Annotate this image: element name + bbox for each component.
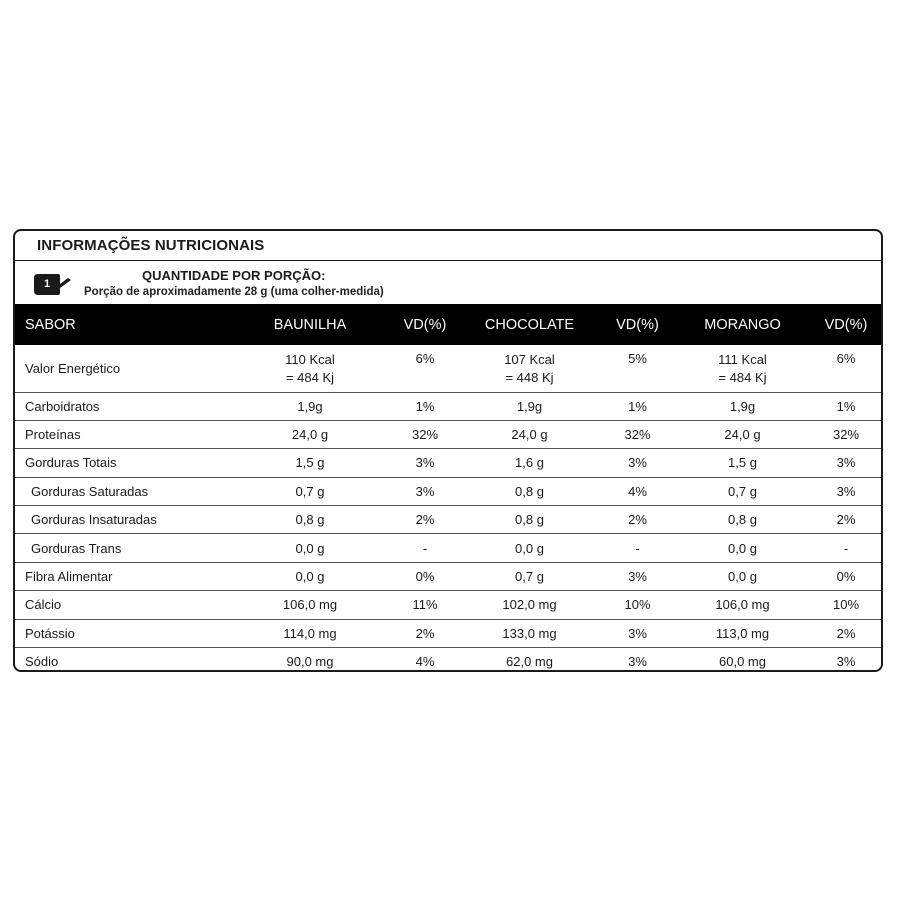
table-row [15,449,881,477]
daily-value-cell: 6% [836,351,856,366]
daily-value-cell: 2% [601,506,674,534]
daily-value-cell: 3% [601,619,674,647]
daily-value-cell: 4% [392,648,458,672]
amount-cell: 114,0 mg [228,619,392,647]
serving-description: Porção de aproximadamente 28 g (uma colher-medida) [84,286,384,298]
amount-cell: 107 Kcal = 448 Kj [504,352,555,385]
nutrient-label: Gorduras Totais [15,449,228,477]
daily-value-cell: 32% [601,420,674,448]
table-row [15,619,881,647]
serving-info [15,261,881,304]
panel-title: INFORMAÇÕES NUTRICIONAIS [37,237,265,254]
title-bar [15,231,881,261]
table-row [15,345,881,392]
column-header: SABOR [25,316,76,333]
amount-cell: 106,0 mg [228,591,392,619]
column-header: MORANGO [704,316,781,333]
amount-cell: 90,0 mg [228,648,392,672]
amount-cell: 0,0 g [228,534,392,562]
amount-cell: 111 Kcal = 484 Kj [718,352,767,385]
amount-cell: 0,8 g [458,506,601,534]
amount-cell: 1,6 g [458,449,601,477]
daily-value-cell: 6% [415,351,435,366]
nutrient-label: Valor Energético [25,360,121,376]
amount-cell: 24,0 g [228,420,392,448]
daily-value-cell: 3% [601,449,674,477]
nutrient-label: Gorduras Insaturadas [15,506,228,534]
nutrient-label: Fibra Alimentar [15,562,228,590]
amount-cell: 106,0 mg [674,591,811,619]
amount-cell: 0,8 g [228,506,392,534]
nutrient-label: Cálcio [15,591,228,619]
table-row [15,477,881,505]
amount-cell: 0,0 g [674,534,811,562]
amount-cell: 1,5 g [228,449,392,477]
daily-value-cell: 1% [392,392,458,420]
amount-cell: 0,0 g [674,562,811,590]
column-header: VD(%) [616,316,659,333]
daily-value-cell: - [392,534,458,562]
daily-value-cell: 3% [811,477,881,505]
nutrition-table [15,304,881,672]
amount-cell: 62,0 mg [458,648,601,672]
daily-value-cell: 10% [811,591,881,619]
serving-title: QUANTIDADE POR PORÇÃO: [142,268,326,283]
daily-value-cell: - [811,534,881,562]
daily-value-cell: 3% [811,648,881,672]
daily-value-cell: 32% [811,420,881,448]
table-row [15,534,881,562]
amount-cell: 0,0 g [228,562,392,590]
daily-value-cell: 2% [392,619,458,647]
daily-value-cell: 5% [628,351,647,366]
daily-value-cell: 0% [392,562,458,590]
column-header: CHOCOLATE [484,316,575,333]
amount-cell: 1,5 g [674,449,811,477]
scoop-number: 1 [43,278,51,290]
amount-cell: 0,0 g [458,534,601,562]
daily-value-cell: 10% [601,591,674,619]
daily-value-cell: 2% [392,506,458,534]
amount-cell: 0,7 g [458,562,601,590]
nutrient-label: Carboidratos [15,392,228,420]
daily-value-cell: 3% [811,449,881,477]
table-row [15,392,881,420]
nutrient-label: Sódio [15,648,228,672]
amount-cell: 24,0 g [458,420,601,448]
amount-cell: 24,0 g [674,420,811,448]
daily-value-cell: 1% [811,392,881,420]
nutrition-facts-panel [13,229,883,672]
column-header: BAUNILHA [273,316,347,333]
amount-cell: 1,9g [228,392,392,420]
amount-cell: 0,7 g [674,477,811,505]
amount-cell: 102,0 mg [458,591,601,619]
nutrient-label: Proteínas [15,420,228,448]
table-row [15,562,881,590]
daily-value-cell: 3% [392,449,458,477]
amount-cell: 1,9g [674,392,811,420]
column-header: VD(%) [403,316,447,333]
daily-value-cell: 32% [392,420,458,448]
daily-value-cell: 3% [601,648,674,672]
daily-value-cell: 1% [601,392,674,420]
nutrient-label: Gorduras Trans [15,534,228,562]
nutrient-label: Gorduras Saturadas [15,477,228,505]
amount-cell: 110 Kcal = 484 Kj [285,352,335,385]
table-row [15,420,881,448]
daily-value-cell: 2% [811,506,881,534]
daily-value-cell: 2% [811,619,881,647]
table-row [15,648,881,672]
table-row [15,506,881,534]
amount-cell: 0,8 g [458,477,601,505]
amount-cell: 0,7 g [228,477,392,505]
daily-value-cell: 0% [811,562,881,590]
amount-cell: 0,8 g [674,506,811,534]
daily-value-cell: 3% [601,562,674,590]
amount-cell: 1,9g [458,392,601,420]
table-header-row [15,304,881,345]
daily-value-cell: 3% [392,477,458,505]
nutrient-label: Potássio [15,619,228,647]
table-row [15,591,881,619]
amount-cell: 133,0 mg [458,619,601,647]
table-body [15,345,881,672]
amount-cell: 113,0 mg [674,619,811,647]
amount-cell: 60,0 mg [674,648,811,672]
daily-value-cell: 4% [601,477,674,505]
daily-value-cell: 11% [392,591,458,619]
daily-value-cell: - [601,534,674,562]
column-header: VD(%) [824,316,868,333]
